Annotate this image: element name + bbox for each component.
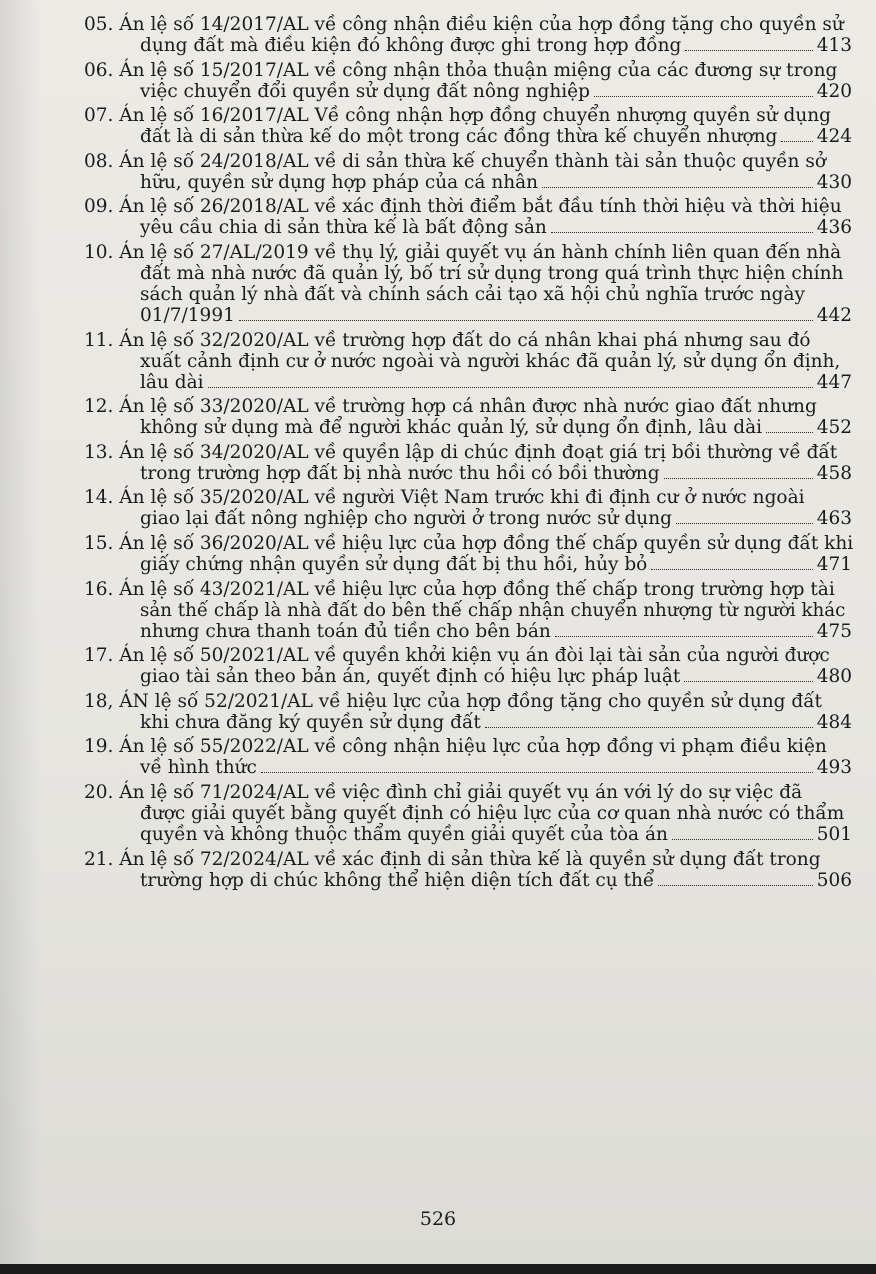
toc-entry-continuation-line — [84, 463, 852, 484]
toc-entry-page: 442 — [816, 304, 852, 326]
toc-entry-continuation-line: sách quản lý nhà đất và chính sách cải tạo xã hội chủ nghĩa trước ngày — [140, 283, 805, 305]
toc-entry — [84, 442, 852, 484]
toc-entry-page: 506 — [816, 869, 852, 891]
toc-entry-page: 475 — [816, 620, 852, 642]
toc-entry — [84, 782, 852, 845]
toc-entry — [84, 736, 852, 778]
dot-leader — [651, 569, 812, 570]
toc-entry-continuation-line — [84, 757, 852, 778]
toc-entry-page: 463 — [816, 508, 852, 530]
toc-entry-page: 480 — [816, 666, 852, 688]
toc-entry — [84, 691, 852, 733]
toc-entry-page: 447 — [816, 371, 852, 393]
toc-entry-continuation-line — [84, 621, 852, 642]
dot-leader — [781, 141, 812, 142]
toc-entry-continuation-line — [84, 172, 852, 193]
toc-entry-continuation-line — [84, 35, 852, 56]
toc-entry-page: 413 — [816, 35, 852, 56]
toc-entry-title-line: 09. Án lệ số 26/2018/AL về xác định thời điểm bắt đầu tính thời hiệu và thời hiệu — [84, 196, 842, 218]
toc-entry — [84, 645, 852, 687]
toc-entry-title-line: 21. Án lệ số 72/2024/AL về xác định di sản thừa kế là quyền sử dụng đất trong — [84, 848, 821, 870]
toc-entry — [84, 151, 852, 193]
toc-entry-page: 501 — [816, 823, 852, 845]
toc-entry-continuation-line — [84, 824, 852, 845]
dot-leader — [664, 478, 813, 479]
dot-leader — [672, 839, 813, 840]
toc-entry-continuation-line — [84, 372, 852, 393]
toc-entry-continuation-line: được giải quyết bằng quyết định có hiệu lực của cơ quan nhà nước có thẩm — [140, 802, 845, 824]
toc-entry-continuation-line — [84, 554, 852, 575]
toc-entry — [84, 849, 852, 891]
toc-entry-page: 424 — [816, 126, 852, 148]
toc-entry-continuation-line: sản thế chấp là nhà đất do bên thế chấp nhận chuyển nhượng từ người khác — [140, 599, 846, 621]
toc-entry-text: về hình thức — [140, 757, 257, 779]
toc-entry-title-line: 05. Án lệ số 14/2017/AL về công nhận điều kiện của hợp đồng tặng cho quyền sử — [84, 14, 844, 35]
toc-entry-title-line: 06. Án lệ số 15/2017/AL về công nhận thỏa thuận miệng của các đương sự trong — [84, 59, 838, 81]
toc-entry-page: 484 — [816, 711, 852, 733]
toc-entry — [84, 14, 852, 56]
toc-entry — [84, 396, 852, 438]
toc-entry-continuation-line: đất mà nhà nước đã quản lý, bố trí sử dụng trong quá trình thực hiện chính — [140, 262, 844, 284]
toc-entry-continuation-line — [84, 666, 852, 687]
dot-leader — [658, 885, 812, 886]
toc-entry — [84, 533, 852, 575]
toc-entry — [84, 242, 852, 326]
toc-entry-title-line: 08. Án lệ số 24/2018/AL về di sản thừa kế chuyển thành tài sản thuộc quyền sở — [84, 150, 826, 172]
dot-leader — [208, 387, 813, 388]
toc-entry — [84, 196, 852, 238]
toc-entry-text: giao tài sản theo bản án, quyết định có hiệu lực pháp luật — [140, 666, 681, 688]
toc-entry-page: 452 — [816, 417, 852, 439]
toc-entry-text: đất là di sản thừa kế do một trong các đồng thừa kế chuyển nhượng — [140, 126, 778, 148]
toc-entry — [84, 60, 852, 102]
toc-entry-text: quyền và không thuộc thẩm quyền giải quyết của tòa án — [140, 823, 668, 845]
page-number: 526 — [419, 1208, 457, 1230]
dot-leader — [542, 187, 813, 188]
toc-entry-page: 471 — [816, 553, 852, 575]
dot-leader — [551, 232, 813, 233]
dot-leader — [676, 523, 813, 524]
toc-entry-text: nhưng chưa thanh toán đủ tiền cho bên bán — [140, 620, 551, 642]
toc-entry — [84, 579, 852, 642]
toc-entry-title-line: 19. Án lệ số 55/2022/AL về công nhận hiệu lực của hợp đồng vi phạm điều kiện — [84, 736, 827, 758]
toc-entry-title-line: 10. Án lệ số 27/AL/2019 về thụ lý, giải quyết vụ án hành chính liên quan đến nhà — [84, 241, 842, 263]
toc-entry-continuation-line — [84, 126, 852, 147]
page-bottom-edge — [0, 1264, 876, 1274]
dot-leader — [485, 727, 813, 728]
toc-entry-text: hữu, quyền sử dụng hợp pháp của cá nhân — [140, 171, 539, 193]
dot-leader — [261, 772, 813, 773]
toc-entry — [84, 330, 852, 393]
toc-entry-continuation-line — [84, 508, 852, 529]
toc-entry-continuation-line: xuất cảnh định cư ở nước ngoài và người khác đã quản lý, sử dụng ổn định, — [140, 350, 841, 372]
binding-shadow — [0, 0, 40, 1274]
dot-leader — [684, 681, 812, 682]
toc-entry-text: trường hợp di chúc không thể hiện diện tích đất cụ thể — [140, 869, 655, 891]
toc-entry-title-line: 11. Án lệ số 32/2020/AL về trường hợp đất do cá nhân khai phá nhưng sau đó — [84, 329, 811, 351]
toc-entry-page: 420 — [816, 80, 852, 102]
toc-entry-title-line: 14. Án lệ số 35/2020/AL về người Việt Nam trước khi đi định cư ở nước ngoài — [84, 487, 805, 509]
toc-entry-text: giấy chứng nhận quyền sử dụng đất bị thu hồi, hủy bỏ — [140, 553, 648, 575]
toc-entry-title-line: 20. Án lệ số 71/2024/AL về việc đình chỉ giải quyết vụ án với lý do sự việc đã — [84, 781, 803, 803]
dot-leader — [239, 320, 813, 321]
table-of-contents — [84, 14, 852, 894]
toc-entry-continuation-line — [84, 305, 852, 326]
toc-entry-title-line: 16. Án lệ số 43/2021/AL về hiệu lực của hợp đồng thế chấp trong trường hợp tài — [84, 578, 835, 600]
toc-entry-page: 493 — [816, 757, 852, 779]
toc-entry-text: 01/7/1991 — [140, 304, 235, 326]
toc-entry-page: 458 — [816, 462, 852, 484]
toc-entry-continuation-line — [84, 712, 852, 733]
toc-entry-continuation-line — [84, 870, 852, 891]
toc-entry-text: việc chuyển đổi quyền sử dụng đất nông nghiệp — [140, 80, 590, 102]
dot-leader — [594, 96, 813, 97]
toc-entry — [84, 105, 852, 147]
dot-leader — [555, 636, 813, 637]
dot-leader — [766, 432, 813, 433]
toc-entry-title-line: 17. Án lệ số 50/2021/AL về quyền khởi kiện vụ án đòi lại tài sản của người được — [84, 645, 830, 667]
toc-entry-title-line: 13. Án lệ số 34/2020/AL về quyền lập di chúc định đoạt giá trị bồi thường về đất — [84, 441, 838, 463]
toc-entry-continuation-line — [84, 417, 852, 438]
toc-entry-title-line: 07. Án lệ số 16/2017/AL Về công nhận hợp đồng chuyển nhượng quyền sử dụng — [84, 105, 832, 127]
toc-entry-text: khi chưa đăng ký quyền sử dụng đất — [140, 711, 481, 733]
toc-entry-continuation-line — [84, 81, 852, 102]
toc-entry-text: dụng đất mà điều kiện đó không được ghi trong hợp đồng — [140, 35, 682, 56]
toc-entry-page: 430 — [816, 171, 852, 193]
toc-entry-page: 436 — [816, 217, 852, 239]
toc-entry-text: trong trường hợp đất bị nhà nước thu hồi có bồi thường — [140, 462, 660, 484]
toc-entry-text: lâu dài — [140, 371, 204, 393]
toc-entry-title-line: 15. Án lệ số 36/2020/AL về hiệu lực của hợp đồng thế chấp quyền sử dụng đất khi — [84, 532, 854, 554]
toc-entry-continuation-line — [84, 217, 852, 238]
toc-entry — [84, 487, 852, 529]
toc-entry-text: yêu cầu chia di sản thừa kế là bất động sản — [140, 217, 547, 239]
toc-entry-text: không sử dụng mà để người khác quản lý, sử dụng ổn định, lâu dài — [140, 417, 763, 439]
toc-entry-title-line: 12. Án lệ số 33/2020/AL về trường hợp cá nhân được nhà nước giao đất nhưng — [84, 396, 817, 418]
dot-leader — [685, 50, 812, 51]
toc-entry-title-line: 18, ÁN lệ số 52/2021/AL về hiệu lực của hợp đồng tặng cho quyền sử dụng đất — [84, 690, 822, 712]
toc-entry-text: giao lại đất nông nghiệp cho người ở trong nước sử dụng — [140, 508, 672, 530]
